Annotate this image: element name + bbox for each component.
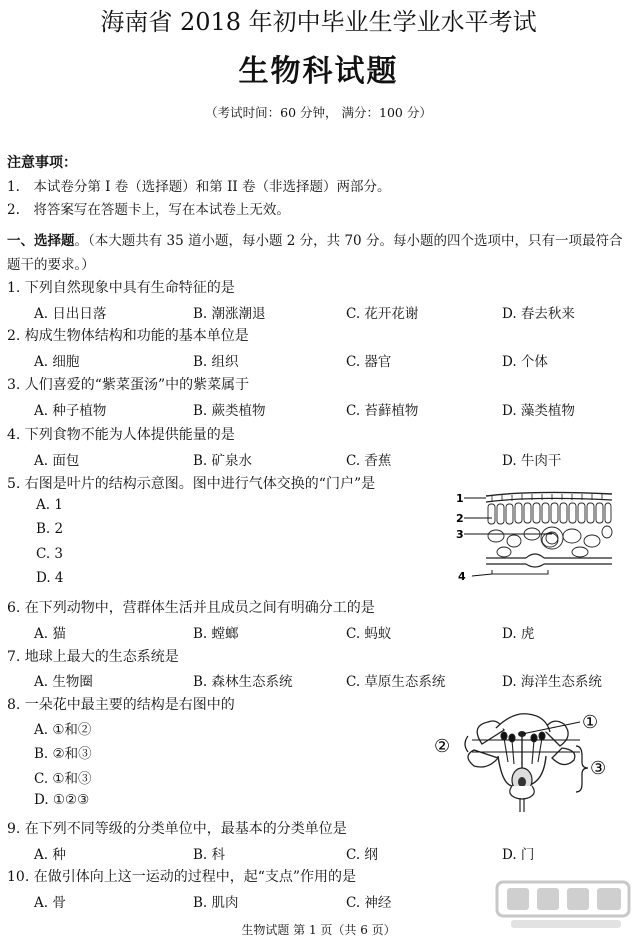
question-stem-5: 5. 右图是叶片的结构示意图。图中进行气体交换的“门户”是 [7,476,376,492]
option-2d: D. 个体 [502,354,548,370]
option-7c: C. 草原生态系统 [346,674,446,690]
section-name: 一、选择题 [7,233,75,249]
section-header [7,229,631,277]
leaf-label-2: 2 [456,512,464,525]
option-10b: B. 肌肉 [193,895,239,911]
option-1c: C. 花开花谢 [346,306,419,322]
question-stem-10: 10. 在做引体向上这一运动的过程中，起“支点”作用的是 [7,869,357,885]
option-8c: C. ①和③ [34,771,92,787]
option-1a: A. 日出日落 [34,306,107,322]
question-stem-7: 7. 地球上最大的生态系统是 [7,649,179,665]
option-6d: D. 虎 [502,626,535,642]
question-stem-2: 2. 构成生物体结构和功能的基本单位是 [7,328,249,344]
option-7a: A. 生物圈 [34,674,93,690]
exam-info: （考试时间：60 分钟， 满分：100 分） [205,105,432,120]
option-6b: B. 螳螂 [193,626,239,642]
option-4c: C. 香蕉 [346,453,392,469]
option-2b: B. 组织 [193,354,239,370]
option-10c: C. 神经 [346,895,392,911]
option-10a: A. 骨 [34,895,66,911]
question-stem-6: 6. 在下列动物中，营群体生活并且成员之间有明确分工的是 [7,600,375,616]
leaf-label-4: 4 [458,570,466,583]
option-9c: C. 纲 [346,847,378,863]
page-footer: 生物试题 第 1 页（共 6 页） [241,923,396,937]
note-item-1: 1. 本试卷分第 I 卷（选择题）和第 II 卷（非选择题）两部分。 [7,179,391,195]
flower-label-1: ① [582,712,599,733]
option-5a: A. 1 [36,497,63,513]
question-stem-3: 3. 人们喜爱的“紫菜蛋汤”中的紫菜属于 [7,377,250,393]
option-9a: A. 种 [34,847,66,863]
option-1d: D. 春去秋来 [502,306,575,322]
option-4d: D. 牛肉干 [502,453,562,469]
option-2a: A. 细胞 [34,354,80,370]
option-3c: C. 苔藓植物 [346,403,419,419]
option-7d: D. 海洋生态系统 [502,674,602,690]
option-1b: B. 潮涨潮退 [193,306,266,322]
question-stem-4: 4. 下列食物不能为人体提供能量的是 [7,427,235,443]
leaf-label-3: 3 [456,528,464,541]
option-4b: B. 矿泉水 [193,453,253,469]
option-3b: B. 蕨类植物 [193,403,266,419]
option-5b: B. 2 [36,521,64,537]
option-4a: A. 面包 [34,453,80,469]
option-6a: A. 猫 [34,626,66,642]
option-9b: B. 科 [193,847,226,863]
flower-label-2: ② [434,736,451,757]
section-description: 。（本大题共有 35 道小题，每小题 2 分，共 70 分。每小题的四个选项中，只有一项最符合题干的要求。） [7,233,623,273]
question-stem-1: 1. 下列自然现象中具有生命特征的是 [7,280,235,296]
leaf-structure-figure [452,486,622,586]
option-7b: B. 森林生态系统 [193,674,293,690]
notes-title: 注意事项： [7,155,77,171]
flower-structure-figure [432,706,612,814]
question-stem-8: 8. 一朵花中最主要的结构是右图中的 [7,697,235,713]
option-9d: D. 门 [502,847,535,863]
option-3d: D. 藻类植物 [502,403,575,419]
option-8d: D. ①②③ [34,792,90,808]
leaf-label-1: 1 [456,492,464,505]
exam-title: 海南省 2018 年初中毕业生学业水平考试 [100,8,537,36]
option-6c: C. 蚂蚁 [346,626,392,642]
option-5d: D. 4 [36,570,64,586]
option-8b: B. ②和③ [34,746,92,762]
option-3a: A. 种子植物 [34,403,107,419]
option-2c: C. 器官 [346,354,392,370]
note-item-2: 2. 将答案写在答题卡上，写在本试卷上无效。 [7,202,290,218]
flower-label-3: ③ [590,758,607,779]
option-8a: A. ①和② [34,722,92,738]
exam-subtitle: 生物科试题 [238,54,399,89]
question-stem-9: 9. 在下列不同等级的分类单位中，最基本的分类单位是 [7,821,347,837]
option-5c: C. 3 [36,546,64,562]
